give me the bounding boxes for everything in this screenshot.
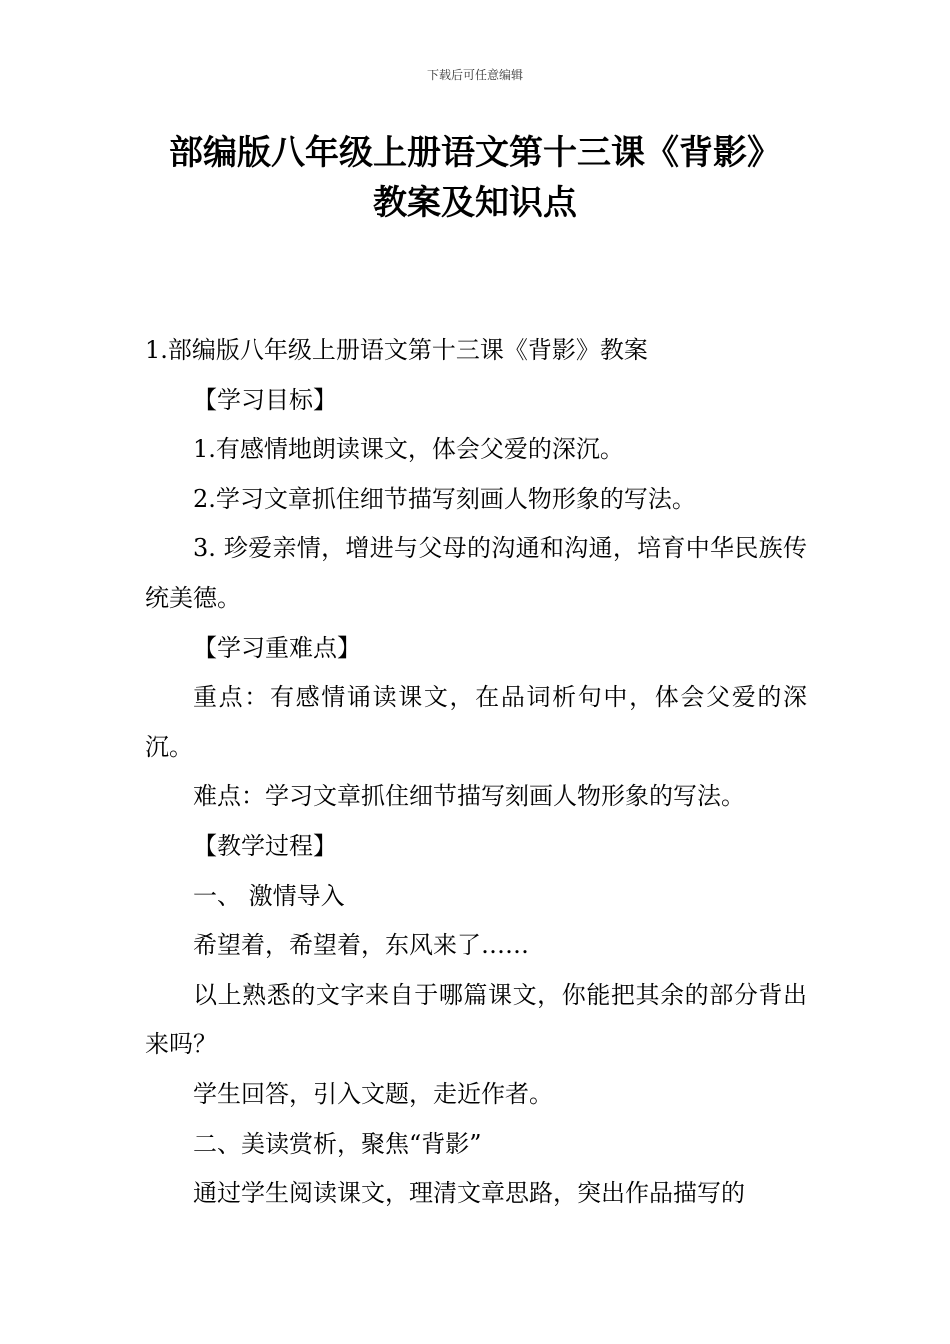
document-title-line-1: 部编版八年级上册语文第十三课《背影》 xyxy=(169,133,781,173)
subheading-key-difficulties: 【学习重难点】 xyxy=(193,633,361,662)
paragraph: 以上熟悉的文字来自于哪篇课文，你能把其余的部分背出来吗？ xyxy=(145,980,807,1059)
paragraph: 通过学生阅读课文，理清文章思路，突出作品描写的 xyxy=(193,1179,745,1208)
page-header-note: 下载后可任意编辑 xyxy=(426,68,523,82)
subheading-learning-goals: 【学习目标】 xyxy=(193,385,337,414)
section-heading: 1.部编版八年级上册语文第十三课《背影》教案 xyxy=(145,336,648,364)
paragraph: 2.学习文章抓住细节描写刻画人物形象的写法。 xyxy=(193,484,696,513)
paragraph: 一、 激情导入 xyxy=(193,881,345,910)
paragraph: 二、美读赏析，聚焦“背影” xyxy=(193,1129,482,1158)
paragraph: 学生回答，引入文题，走近作者。 xyxy=(193,1079,553,1108)
paragraph: 3. 珍爱亲情，增进与父母的沟通和沟通，培育中华民族传统美德。 xyxy=(145,534,807,612)
paragraph: 难点：学习文章抓住细节描写刻画人物形象的写法。 xyxy=(193,782,745,811)
paragraph: 重点：有感情诵读课文，在品词析句中，体会父爱的深沉。 xyxy=(145,683,807,761)
document-body xyxy=(145,326,807,1219)
paragraph: 1.有感情地朗读课文，体会父爱的深沉。 xyxy=(193,435,624,464)
document-title-line-2: 教案及知识点 xyxy=(373,183,577,223)
subheading-teaching-process: 【教学过程】 xyxy=(193,831,337,860)
document-title xyxy=(0,128,950,228)
paragraph: 希望着，希望着，东风来了…… xyxy=(193,931,529,960)
